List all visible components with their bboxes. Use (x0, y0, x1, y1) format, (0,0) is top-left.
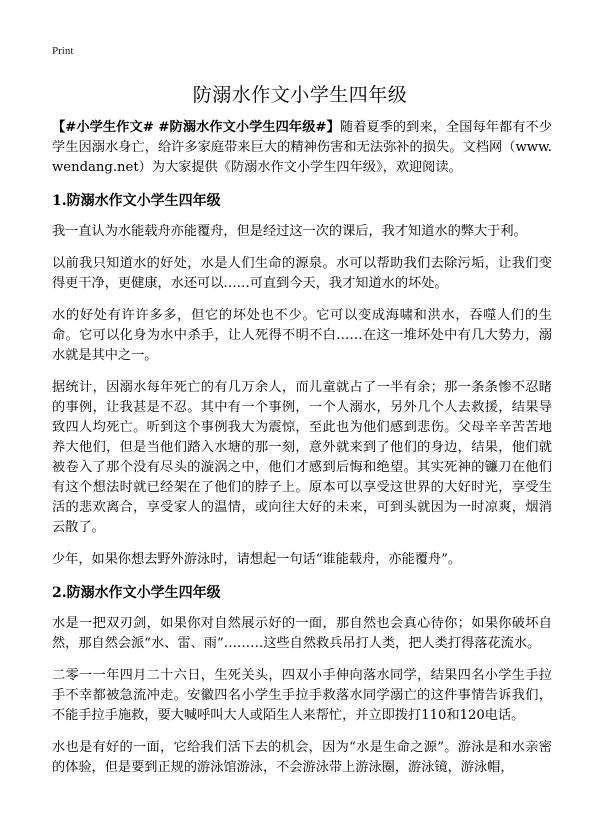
section-1-heading: 1.防溺水作文小学生四年级 (52, 193, 221, 209)
article-body (52, 118, 552, 790)
tag-line: 【#小学生作文# #防溺水作文小学生四年级#】 (52, 120, 340, 135)
paragraph: 以前我只知道水的好处，水是人们生命的源泉。水可以帮助我们去除污垢，让我们变得更干净，更健康，水还可以……可直到今天，我才知道水的坏处。 (52, 256, 552, 291)
page-title: 防溺水作文小学生四年级 (192, 84, 408, 106)
paragraph: 我一直认为水能载舟亦能覆舟，但是经过这一次的课后，我才知道水的弊大于利。 (52, 224, 527, 239)
section-2-heading: 2.防溺水作文小学生四年级 (52, 585, 221, 601)
intro-text: 随着夏季的到来，全国每年都有不少学生因溺水身亡，给许多家庭带来巨大的精神伤害和无法弥补的损失。文档网（www.wendang.net）为大家提供《防溺水作文小学生四年级》，欢迎阅读。 (52, 120, 553, 175)
paragraph: 水是一把双刃剑，如果你对自然展示好的一面，那自然也会真心待你；如果你破坏自然，那自然会派“水、雷、雨”………这些自然救兵吊打人类，把人类打得落花流水。 (52, 616, 552, 651)
paragraph: 据统计，因溺水每年死亡的有几万余人，而儿童就占了一半有余；那一条条惨不忍睹的事例，让我甚是不忍。其中有一个事例，一个人溺水，另外几个人去救援，结果导致四人均死亡。听到这个事例我大为震惊，至此也为他们感到悲伤。父母辛辛苦苦地养大他们，但是当他们踏入水塘的那一刻，意外就来到了他们的身边，结果，他们就被卷入了那个没有尽头的漩涡之中，他们才感到后悔和绝望。其实死神的镰刀在他们有这个想法时就已经架在了他们的脖子上。原本可以享受这世界的大好时光，享受生活的悲欢离合，享受家人的温情，或向往大好的未来，可到头就因为一时凉爽，烟消云散了。 (52, 380, 552, 535)
print-link[interactable]: Print (52, 45, 74, 57)
paragraph: 二零一一年四月二十六日，生死关头，四双小手伸向落水同学，结果四名小学生手拉手不幸都被急流冲走。安徽四名小学生手拉手救落水同学溺亡的这件事情告诉我们，不能手拉手施救，要大喊呼叫大人或陌生人来帮忙，并立即拨打110和120电话。 (52, 668, 552, 723)
intro-paragraph (52, 118, 552, 178)
paragraph: 水也是有好的一面，它给我们活下去的机会，因为“水是生命之源”。游泳是和水亲密的体验，但是要到正规的游泳馆游泳，不会游泳带上游泳圈，游泳镜，游泳帽， (52, 740, 552, 775)
paragraph: 水的好处有许许多多，但它的坏处也不少。它可以变成海啸和洪水，吞噬人们的生命。它可以化身为水中杀手，让人死得不明不白……在这一堆坏处中有几大势力，溺水就是其中之一。 (52, 308, 552, 363)
paragraph: 少年，如果你想去野外游泳时，请想起一句话“谁能载舟，亦能覆舟”。 (52, 552, 462, 567)
